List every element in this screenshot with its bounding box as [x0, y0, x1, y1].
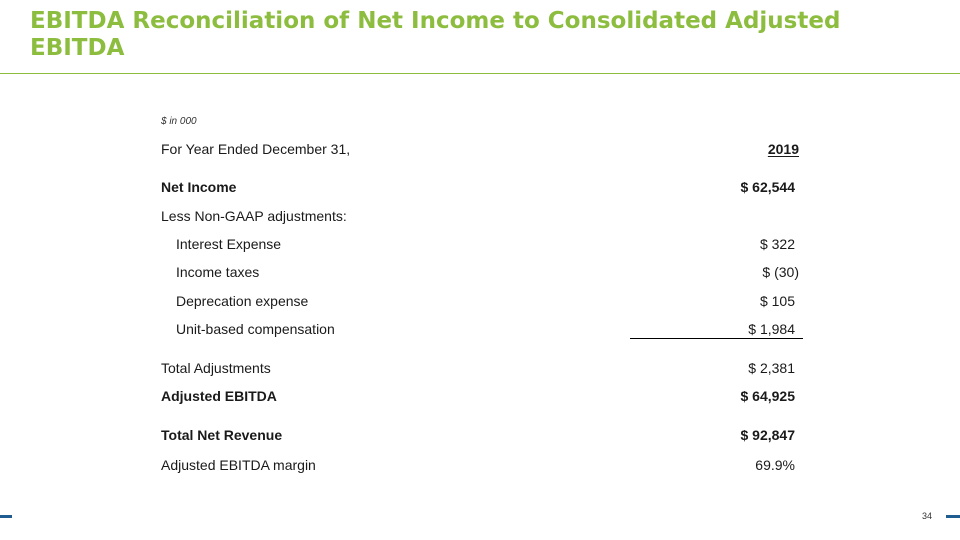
- row-value: $ 92,847: [740, 427, 795, 443]
- row-value: 69.9%: [755, 457, 795, 473]
- row-value: $ 64,925: [740, 388, 795, 404]
- row-depreciation: [161, 292, 801, 310]
- footer-accent-right: [946, 515, 960, 518]
- slide-title: EBITDA Reconciliation of Net Income to Consolidated Adjusted EBITDA: [30, 8, 841, 61]
- row-label: Adjusted EBITDA margin: [161, 457, 316, 473]
- row-adjusted-ebitda-margin: [161, 456, 801, 474]
- row-label: Interest Expense: [176, 236, 282, 252]
- row-label: Unit-based compensation: [176, 321, 335, 337]
- row-value: $ 62,544: [740, 179, 795, 195]
- units-note: $ in 000: [161, 116, 197, 127]
- row-value: $ 1,984: [748, 321, 795, 337]
- row-label: Net Income: [161, 179, 237, 195]
- row-total-adjustments: [161, 359, 801, 377]
- row-label: Total Adjustments: [161, 360, 271, 376]
- row-total-net-revenue: [161, 426, 801, 444]
- row-income-taxes: [161, 263, 801, 281]
- row-label: Income taxes: [176, 264, 260, 280]
- row-value: $ 2,381: [748, 360, 795, 376]
- year-header: 2019: [767, 141, 799, 157]
- row-interest-expense: [161, 235, 801, 253]
- row-label: Adjusted EBITDA: [161, 388, 277, 404]
- row-net-income: [161, 178, 801, 196]
- row-label: Less Non-GAAP adjustments:: [161, 208, 347, 224]
- table-header-row: [161, 140, 801, 158]
- footer-accent-left: [0, 515, 12, 518]
- row-value: $ 105: [759, 293, 795, 309]
- row-label: Deprecation expense: [176, 293, 309, 309]
- row-less-adjustments: [161, 207, 801, 225]
- subtotal-rule: [630, 338, 803, 339]
- page-number: 34: [922, 511, 933, 521]
- row-unit-based-compensation: [161, 320, 801, 338]
- title-divider: [0, 73, 960, 74]
- period-label: For Year Ended December 31,: [161, 141, 351, 157]
- row-value: $ 322: [759, 236, 795, 252]
- row-value: $ (30): [762, 264, 799, 280]
- row-adjusted-ebitda: [161, 387, 801, 405]
- row-label: Total Net Revenue: [161, 427, 283, 443]
